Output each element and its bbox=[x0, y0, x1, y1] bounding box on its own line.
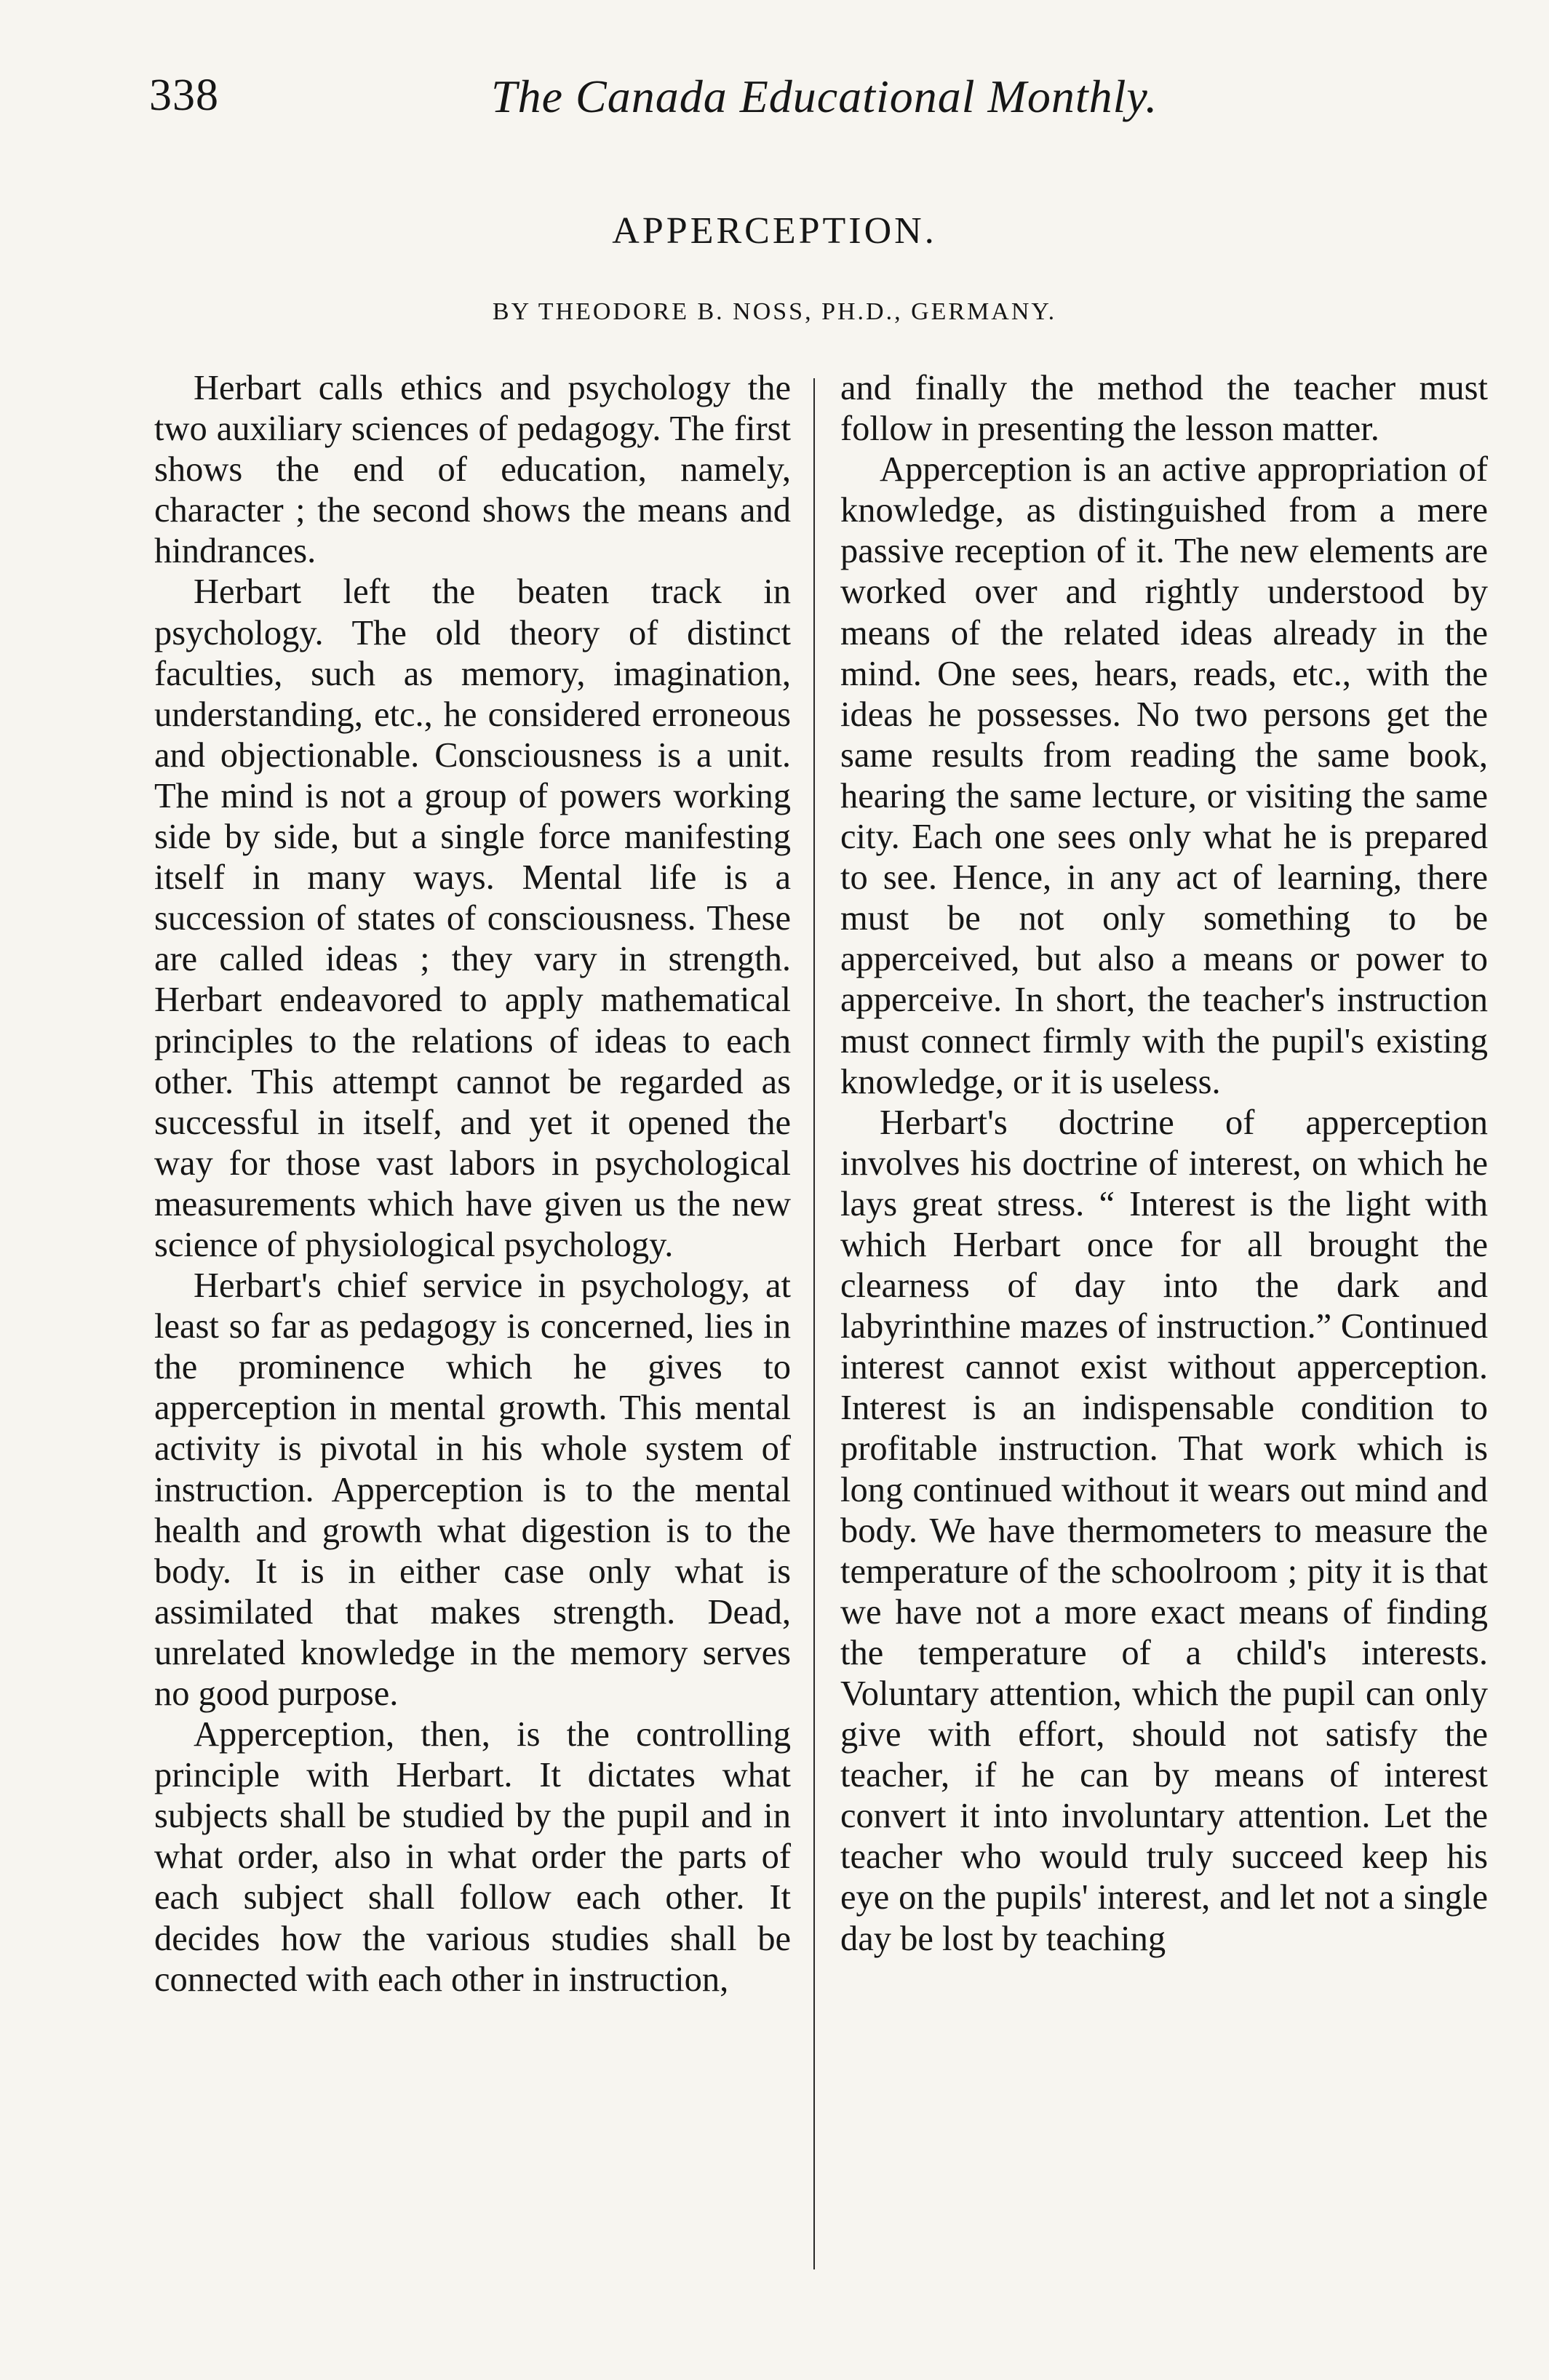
page-number: 338 bbox=[149, 71, 219, 120]
paragraph: Herbart's doctrine of apperception involves his doctrine of interest, on which he lays great stress. “ Interest is the light with which Herbart once for all brought the clearness of day into the dark and labyrinthine mazes of instruction.” Continued interest cannot exist without apperception. Interest is an indispensable condition to profitable instruction. That work which is long continued without it wears out mind and body. We have thermometers to measure the temperature of the schoolroom ; pity it is that we have not a more exact means of finding the temperature of a child's interests. Voluntary attention, which the pupil can only give with effort, should not satisfy the teacher, if he can by means of interest convert it into involuntary attention. Let the teacher who would truly succeed keep his eye on the pupils' interest, and let not a single day be lost by teaching bbox=[840, 1103, 1488, 1958]
column-divider bbox=[813, 378, 815, 2269]
paragraph: Herbart calls ethics and psychology the two auxiliary sciences of pedagogy. The first shows the end of education, namely, character ; the second shows the means and hindrances. bbox=[154, 369, 791, 571]
paragraph: Apperception, then, is the controlling principle with Herbart. It dictates what subjects shall be studied by the pupil and in what order, also in what order the parts of each subject shall follow each other. It decides how the various studies shall be connected with each other in instruction, bbox=[154, 1715, 791, 1999]
paragraph: Herbart left the beaten track in psychology. The old theory of distinct faculties, such as memory, imagination, understanding, etc., he considered erroneous and objectionable. Consciousness is a unit. The mind is not a group of powers working side by side, but a single force manifesting itself in many ways. Mental life is a succession of states of consciousness. These are called ideas ; they vary in strength. Herbart endeavored to apply mathematical principles to the relations of ideas to each other. This attempt cannot be regarded as successful in itself, and yet it opened the way for those vast labors in psychological measurements which have given us the new science of physiological psychology. bbox=[154, 572, 791, 1264]
left-column bbox=[154, 368, 791, 2000]
paragraph: Herbart's chief service in psychology, at least so far as pedagogy is concerned, lies in the prominence which he gives to apperception in mental growth. This mental activity is pivotal in his whole system of instruction. Apperception is to the mental health and growth what digestion is to the body. It is in either case only what is assimilated that makes strength. Dead, unrelated knowledge in the memory serves no good purpose. bbox=[154, 1266, 791, 1713]
article-byline: BY THEODORE B. NOSS, PH.D., GERMANY. bbox=[492, 298, 1057, 325]
journal-title: The Canada Educational Monthly. bbox=[491, 71, 1158, 122]
running-header bbox=[149, 70, 1466, 150]
article-title: APPERCEPTION. bbox=[612, 210, 937, 252]
paragraph: Apperception is an active appropriation of knowledge, as distinguished from a mere passive reception of it. The new elements are worked over and rightly understood by means of the related ideas already in the mind. One sees, hears, reads, etc., with the ideas he possesses. No two persons get the same results from reading the same book, hearing the same lecture, or visiting the same city. Each one sees only what he is prepared to see. Hence, in any act of learning, there must be not only something to be apperceived, but also a means or power to apperceive. In short, the teacher's instruction must connect firmly with the pupil's existing knowledge, or it is useless. bbox=[840, 450, 1488, 1101]
right-column bbox=[840, 368, 1488, 1960]
paragraph-continued: and finally the method the teacher must follow in presenting the lesson matter. bbox=[840, 369, 1488, 449]
